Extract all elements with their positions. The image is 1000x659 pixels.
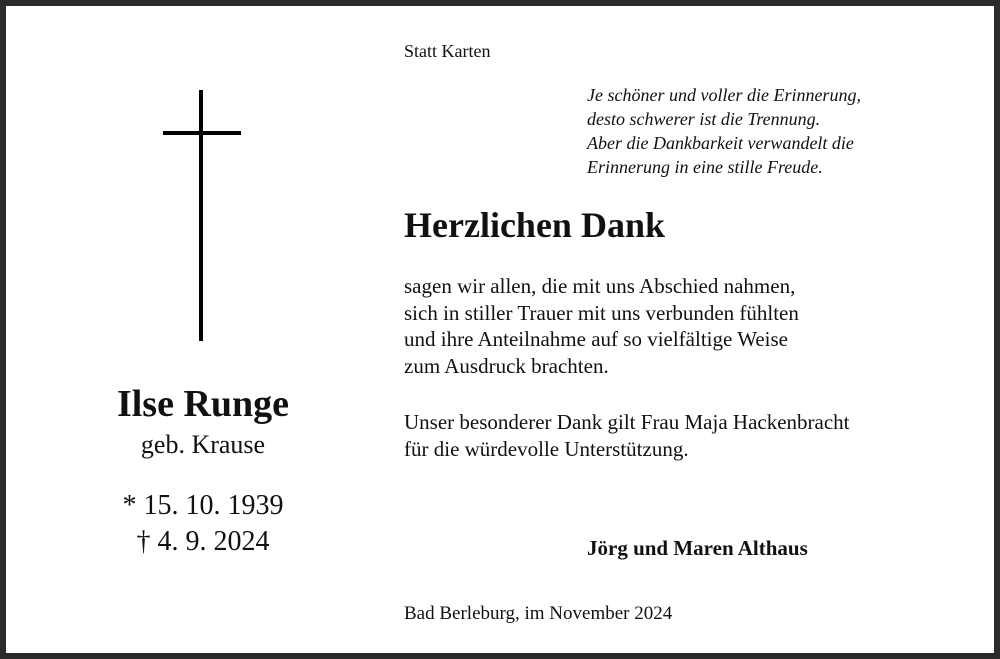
birth-date: * 15. 10. 1939 — [122, 490, 284, 521]
thanks-paragraph — [404, 273, 799, 379]
quote-line: Aber die Dankbarkeit verwandelt die — [587, 133, 854, 153]
quote-line: Je schöner und voller die Erinnerung, — [587, 85, 861, 105]
paragraph-line: für die würdevolle Unterstützung. — [404, 436, 689, 461]
quote-line: desto schwerer ist die Trennung. — [587, 109, 821, 129]
cross-vertical-bar — [199, 90, 203, 341]
place-date: Bad Berleburg, im November 2024 — [404, 603, 673, 624]
deceased-name: Ilse Runge — [116, 383, 290, 425]
paragraph-line: und ihre Anteilnahme auf so vielfältige Weise — [404, 327, 788, 351]
paragraph-line: Unser besonderer Dank gilt Frau Maja Hackenbracht — [404, 410, 850, 434]
cross-horizontal-bar — [163, 131, 241, 135]
paragraph-line: sagen wir allen, die mit uns Abschied nahmen, — [404, 274, 796, 298]
quote-block — [587, 83, 861, 179]
thanks-heading: Herzlichen Dank — [404, 205, 665, 245]
maiden-name: geb. Krause — [140, 430, 266, 459]
special-thanks-paragraph — [404, 409, 850, 462]
death-date: † 4. 9. 2024 — [136, 526, 270, 557]
statt-karten-label: Statt Karten — [404, 41, 491, 61]
signature: Jörg und Maren Althaus — [587, 536, 808, 560]
quote-line: Erinnerung in eine stille Freude. — [587, 157, 823, 177]
paragraph-line: zum Ausdruck brachten. — [404, 353, 609, 378]
paragraph-line: sich in stiller Trauer mit uns verbunden fühlten — [404, 300, 799, 325]
